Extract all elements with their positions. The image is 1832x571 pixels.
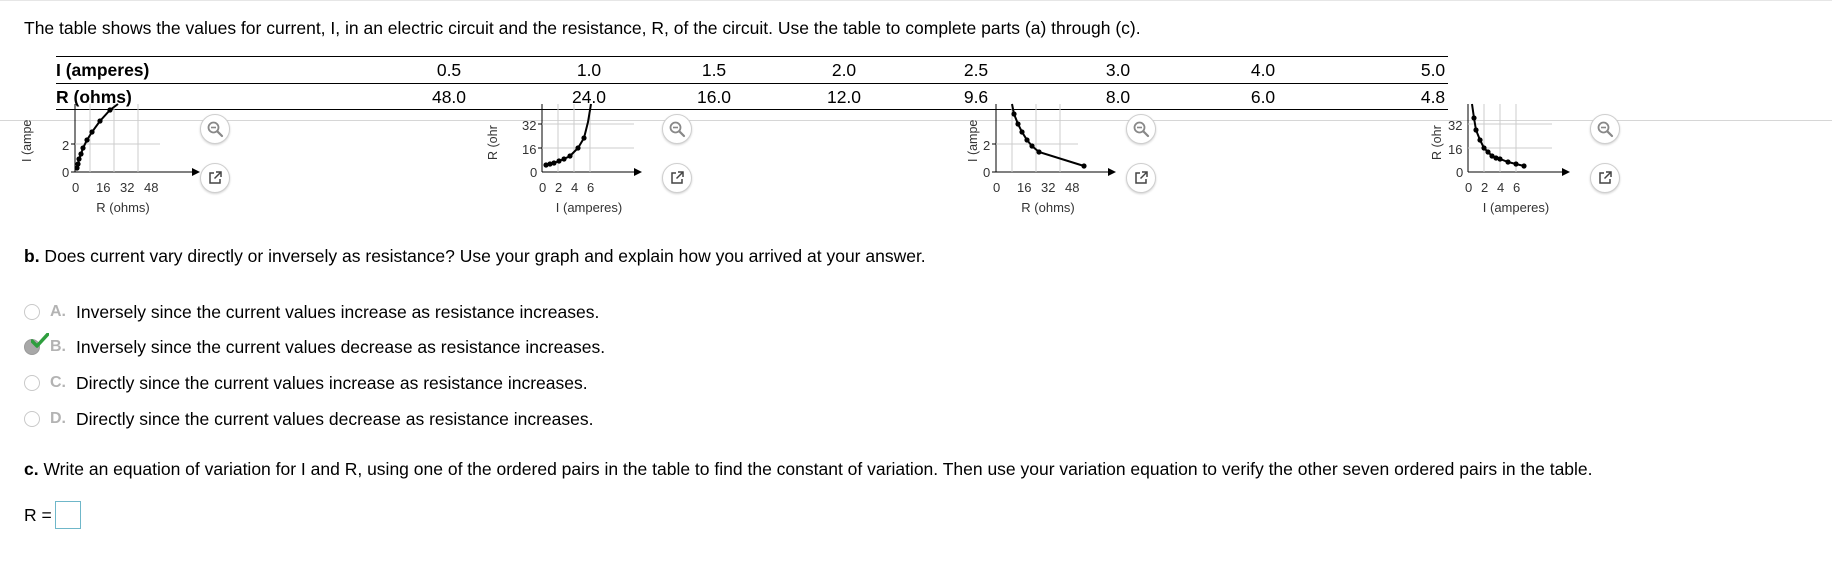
table-cell: 12.0	[826, 87, 862, 107]
top-divider	[0, 0, 1832, 1]
intro-text: The table shows the values for current, I, in an electric circuit and the resistance, R, of the circuit. Use the table to complete parts (a) through (c).	[24, 18, 1141, 38]
table-rule-bottom	[56, 109, 1448, 110]
answer-label: R =	[24, 504, 52, 525]
graph-x-axis-title: R (ohms)	[1021, 200, 1075, 215]
x-tick-label: 16	[1017, 180, 1032, 195]
row-label-resistance: R (ohms)	[56, 87, 132, 107]
radio-button[interactable]	[24, 304, 40, 320]
x-tick-label: 0	[1465, 180, 1473, 195]
option-d[interactable]	[24, 407, 593, 431]
option-a[interactable]	[24, 300, 599, 324]
radio-button[interactable]	[24, 411, 40, 427]
answer-input[interactable]	[55, 501, 81, 529]
question-b	[24, 246, 926, 267]
table-cell: 16.0	[696, 87, 732, 107]
popout-icon	[669, 170, 685, 186]
option-text: Directly since the current values decrease as resistance increases.	[76, 408, 594, 429]
table-cell: 0.5	[436, 60, 462, 80]
row-label-current: I (amperes)	[56, 60, 150, 80]
check-icon	[31, 333, 49, 349]
option-c[interactable]	[24, 371, 588, 395]
table-cell: 24.0	[571, 87, 607, 107]
zoom-button[interactable]	[200, 114, 230, 144]
graph-x-axis-title: R (ohms)	[96, 200, 150, 215]
popout-button[interactable]	[200, 163, 230, 193]
x-tick-label: 0	[993, 180, 1001, 195]
y-tick-label: 2	[983, 138, 991, 153]
y-tick-label: 32	[522, 118, 537, 133]
table-row-resistance	[56, 83, 1448, 109]
graph-plot	[948, 104, 1148, 214]
x-tick-label: 0	[72, 180, 80, 195]
y-tick-label: 2	[62, 138, 70, 153]
table-cell: 6.0	[1250, 87, 1276, 107]
x-tick-label: 2	[555, 180, 563, 195]
x-tick-label: 6	[1513, 180, 1521, 195]
popout-icon	[1133, 170, 1149, 186]
table-cell: 4.0	[1250, 60, 1276, 80]
table-cell: 1.5	[701, 60, 727, 80]
x-tick-label: 32	[120, 180, 135, 195]
graph-y-axis-title: R (ohr	[1430, 125, 1444, 160]
option-text: Directly since the current values increase as resistance increases.	[76, 372, 588, 393]
table-cell: 9.6	[963, 87, 989, 107]
radio-button-selected[interactable]	[24, 339, 40, 355]
y-tick-label: 16	[522, 142, 537, 157]
table-cell: 3.0	[1105, 60, 1131, 80]
table-cell: 48.0	[431, 87, 467, 107]
table-cell: 8.0	[1105, 87, 1131, 107]
x-tick-label: 0	[539, 180, 547, 195]
zoom-button[interactable]	[1590, 114, 1620, 144]
graph-y-axis-title: I (ampe	[966, 119, 980, 162]
x-tick-label: 2	[1481, 180, 1489, 195]
zoom-icon	[206, 120, 224, 138]
zoom-icon	[1596, 120, 1614, 138]
question-c-label: c.	[24, 459, 39, 479]
x-tick-label: 6	[587, 180, 595, 195]
table-cell: 5.0	[1420, 60, 1446, 80]
graph-y-axis-title: I (ampe	[20, 119, 34, 162]
graph-plot	[484, 104, 684, 214]
question-c-text: Write an equation of variation for I and R, using one of the ordered pairs in the table to find the constant of variation. Then use your variation equation to verify the other seven ordered pairs in the table.	[38, 459, 1593, 479]
graph-y-axis-title: R (ohr	[486, 125, 500, 160]
table-row-current	[56, 56, 1448, 82]
question-b-text: Does current vary directly or inversely as resistance? Use your graph and explain how you arrived at your answer.	[39, 246, 926, 266]
x-tick-label: 48	[1065, 180, 1080, 195]
option-text: Inversely since the current values increase as resistance increases.	[76, 301, 600, 322]
option-letter: A.	[50, 303, 66, 320]
zoom-button[interactable]	[1126, 114, 1156, 144]
graph-plot	[20, 104, 220, 214]
graph-x-axis-title: I (amperes)	[555, 200, 623, 215]
x-tick-label: 4	[571, 180, 579, 195]
zoom-icon	[668, 120, 686, 138]
graph-plot	[1412, 104, 1612, 214]
graph-option-3	[948, 104, 1148, 214]
popout-button[interactable]	[1590, 163, 1620, 193]
question-b-label: b.	[24, 246, 40, 266]
graph-option-4	[1412, 104, 1612, 214]
y-tick-label: 0	[983, 165, 991, 180]
y-tick-label: 0	[1456, 165, 1464, 180]
zoom-button[interactable]	[662, 114, 692, 144]
table-cell: 2.0	[831, 60, 857, 80]
y-tick-label: 16	[1448, 142, 1463, 157]
question-c	[24, 459, 1593, 480]
popout-button[interactable]	[662, 163, 692, 193]
x-tick-label: 32	[1041, 180, 1056, 195]
y-tick-label: 32	[1448, 118, 1463, 133]
graph-option-2	[484, 104, 684, 214]
option-letter: D.	[50, 410, 66, 427]
x-tick-label: 4	[1497, 180, 1505, 195]
option-b[interactable]	[24, 335, 605, 359]
graph-x-axis-title: I (amperes)	[1482, 200, 1550, 215]
zoom-icon	[1132, 120, 1150, 138]
option-letter: C.	[50, 374, 66, 391]
y-tick-label: 0	[62, 165, 70, 180]
table-cell: 2.5	[963, 60, 989, 80]
popout-button[interactable]	[1126, 163, 1156, 193]
table-cell: 1.0	[576, 60, 602, 80]
popout-icon	[207, 170, 223, 186]
x-tick-label: 48	[144, 180, 159, 195]
answer-row	[24, 501, 81, 529]
popout-icon	[1597, 170, 1613, 186]
table-cell: 4.8	[1420, 87, 1446, 107]
y-tick-label: 0	[530, 165, 538, 180]
option-letter: B.	[50, 338, 66, 355]
graph-option-1	[20, 104, 220, 214]
radio-button[interactable]	[24, 375, 40, 391]
x-tick-label: 16	[96, 180, 111, 195]
option-text: Inversely since the current values decrease as resistance increases.	[76, 336, 606, 357]
